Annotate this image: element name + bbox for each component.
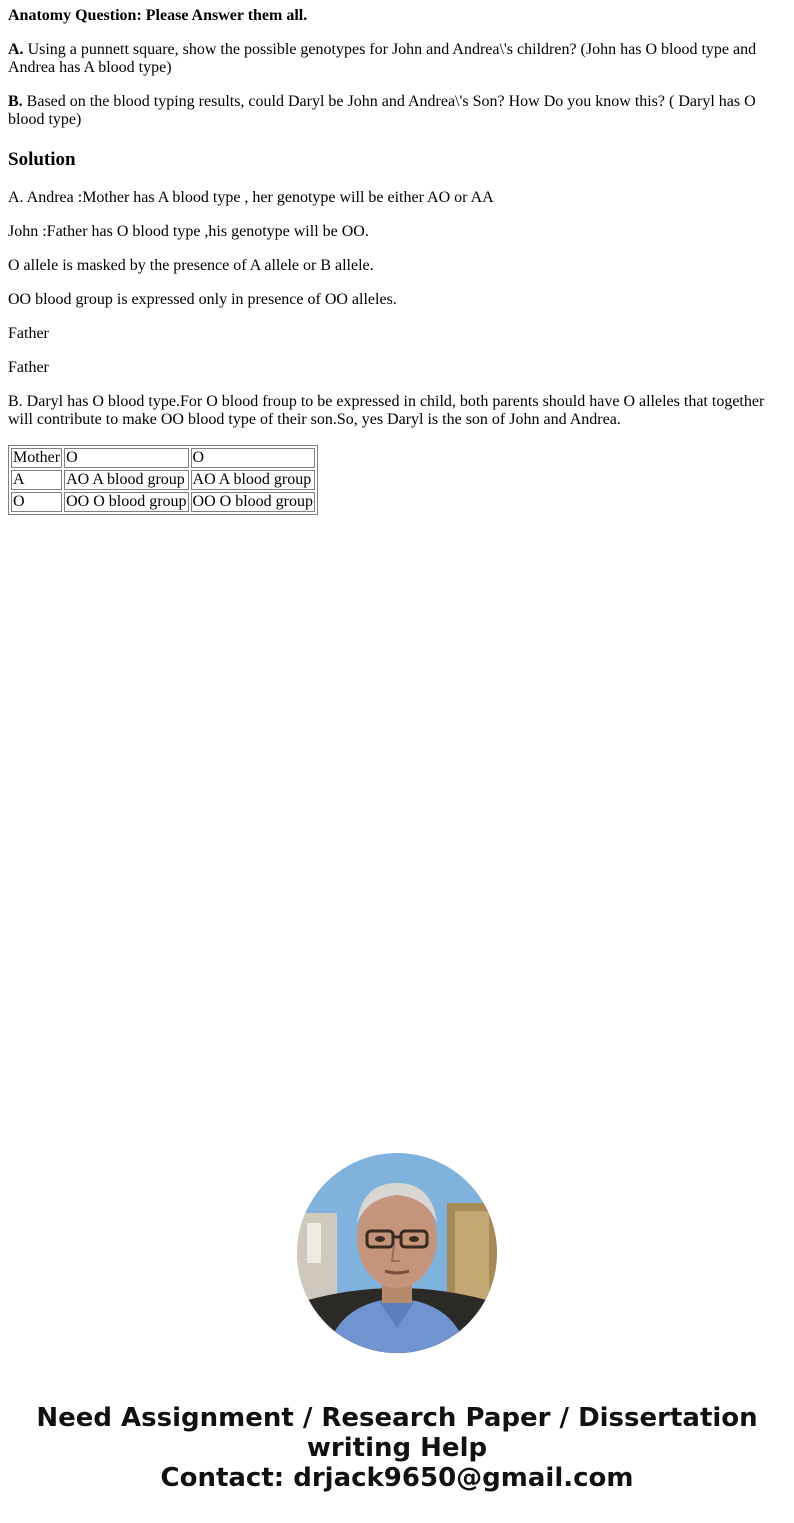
solution-paragraph: A. Andrea :Mother has A blood type , her genotype will be either AO or AA xyxy=(8,189,494,206)
question-b xyxy=(8,93,778,129)
promo-line: Need Assignment / Research Paper / Dissertation xyxy=(36,1403,758,1433)
question-b-prefix: B. xyxy=(8,93,23,110)
solution-heading: Solution xyxy=(8,149,76,170)
table-cell: AO A blood group xyxy=(64,470,188,490)
promo-line: writing Help xyxy=(306,1433,488,1463)
solution-paragraph: John :Father has O blood type ,his genotype will be OO. xyxy=(8,223,369,240)
table-cell: O xyxy=(191,448,315,468)
table-cell: OO O blood group xyxy=(66,493,187,510)
table-row xyxy=(11,470,315,490)
table-cell: A xyxy=(11,470,62,490)
table-cell: O xyxy=(11,492,62,512)
document-content xyxy=(8,0,778,515)
avatar-portrait-image xyxy=(297,1153,497,1353)
promo-contact: Contact: drjack9650@gmail.com xyxy=(160,1463,634,1493)
table-row xyxy=(11,492,315,512)
solution-paragraph: B. Daryl has O blood type.For O blood froup to be expressed in child, both parents should have O alleles that together will contribute to make OO blood type of their son.So, yes Daryl is the son of John and Andrea. xyxy=(8,393,765,428)
table-cell: O xyxy=(64,448,188,468)
punnett-square-table xyxy=(8,445,318,515)
question-a xyxy=(8,41,778,77)
promo-banner xyxy=(0,1403,794,1493)
table-cell: AO A blood group xyxy=(191,470,315,490)
question-b-text: Based on the blood typing results, could Daryl be John and Andrea\'s Son? How Do you know this? ( Daryl has O blood type) xyxy=(8,93,756,128)
avatar xyxy=(297,1153,497,1353)
table-cell: OO O blood group xyxy=(192,493,313,510)
question-a-prefix: A. xyxy=(8,41,24,58)
question-a-text: Using a punnett square, show the possible genotypes for John and Andrea\'s children? (John has O blood type and Andrea has A blood type) xyxy=(8,41,757,76)
table-cell: Mother xyxy=(13,449,61,466)
table-row xyxy=(11,448,315,468)
solution-paragraph: Father xyxy=(8,325,49,342)
solution-paragraph: Father xyxy=(8,359,49,376)
solution-paragraph: O allele is masked by the presence of A allele or B allele. xyxy=(8,257,374,274)
question-title: Anatomy Question: Please Answer them all. xyxy=(8,7,308,24)
solution-paragraph: OO blood group is expressed only in presence of OO alleles. xyxy=(8,291,397,308)
